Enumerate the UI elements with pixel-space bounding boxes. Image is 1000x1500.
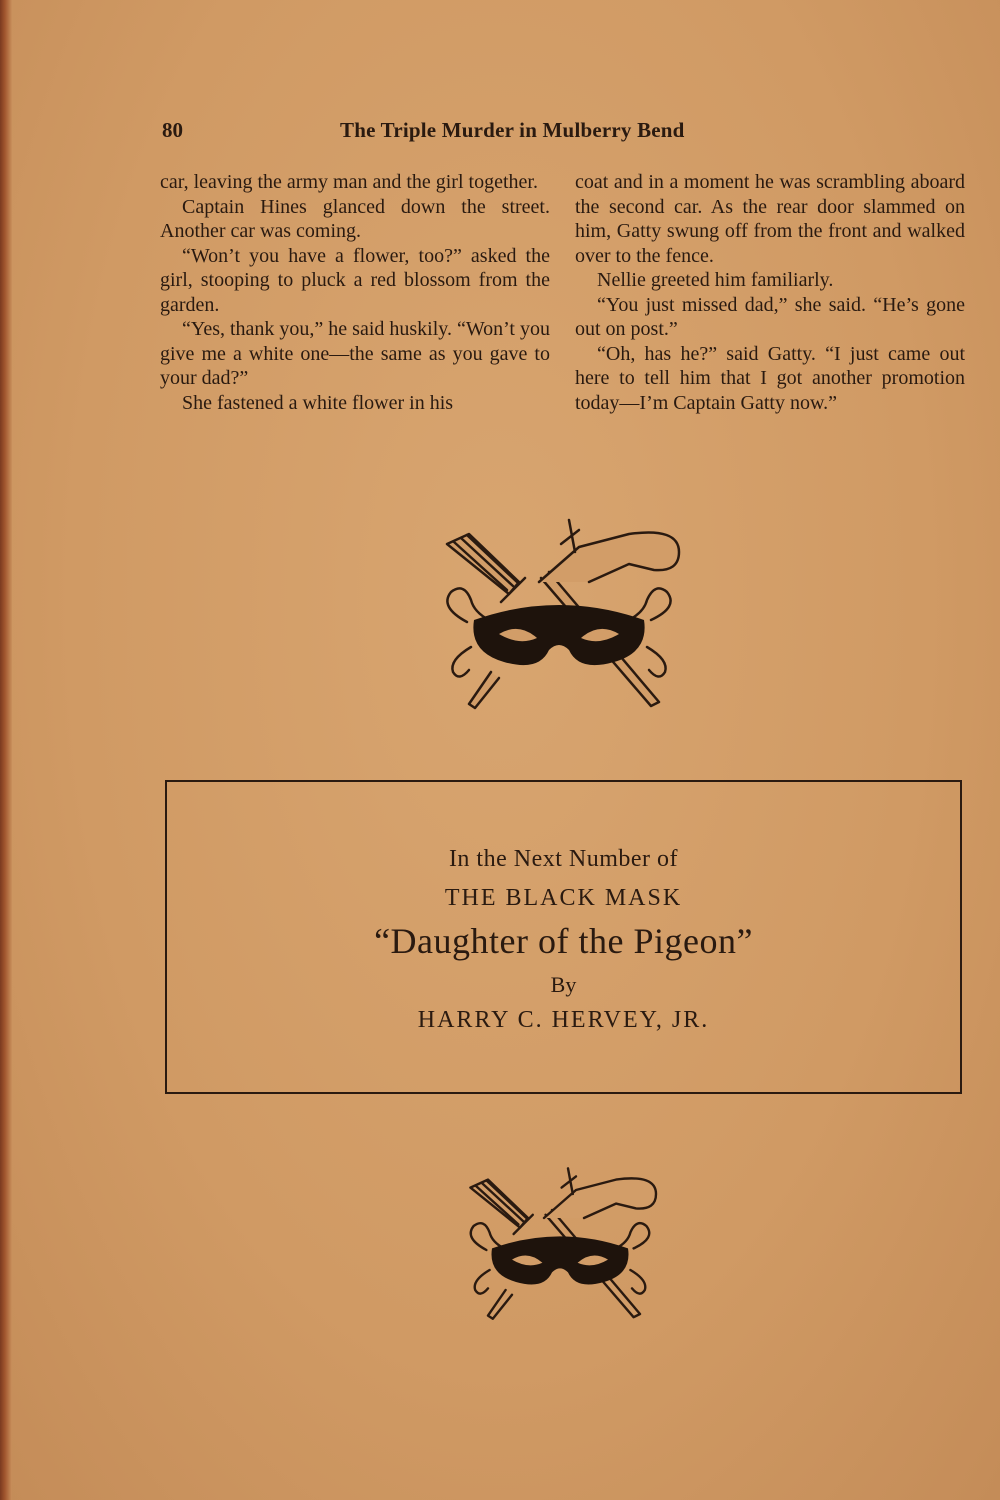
running-title: The Triple Murder in Mulberry Bend: [340, 118, 685, 142]
author-name: HARRY C. HERVEY, JR.: [417, 1007, 710, 1033]
announcement-intro: In the Next Number of: [448, 846, 679, 872]
mask-dagger-pistol-icon: [455, 1162, 665, 1330]
paragraph: She fastened a white flower in his: [182, 391, 454, 414]
paragraph: “Yes, thank you,” he said huskily. “Won’t you give me a white one—the same as you gave to your dad?”: [160, 318, 550, 389]
next-issue-announcement: [165, 780, 962, 1094]
paragraph: Nellie greeted him familiarly.: [597, 269, 834, 291]
page-header: [160, 118, 786, 152]
paragraph: “You just missed dad,” she said. “He’s gone out on post.”: [575, 293, 965, 340]
left-text-column: [160, 170, 550, 415]
paragraph: “Oh, has he?” said Gatty. “I just came out here to tell him that I got another promotion today—I’m Captain Gatty now.”: [575, 342, 965, 414]
byline-label: By: [550, 972, 577, 997]
story-title: “Daughter of the Pigeon”: [374, 921, 753, 961]
paragraph: Captain Hines glanced down the street. Another car was coming.: [160, 195, 550, 242]
page-binding-edge: [0, 0, 12, 1500]
right-text-column: [575, 170, 965, 415]
paragraph: car, leaving the army man and the girl together.: [160, 171, 538, 193]
magazine-name: THE BLACK MASK: [444, 885, 683, 911]
paragraph: “Won’t you have a flower, too?” asked the girl, stooping to pluck a red blossom from the garden.: [160, 244, 550, 316]
page-number: 80: [162, 118, 183, 142]
mask-dagger-pistol-icon: [428, 512, 690, 722]
paragraph: coat and in a moment he was scrambling aboard the second car. As the rear door slammed on him, Gatty swung off from the front and walked over to the fence.: [575, 171, 965, 267]
